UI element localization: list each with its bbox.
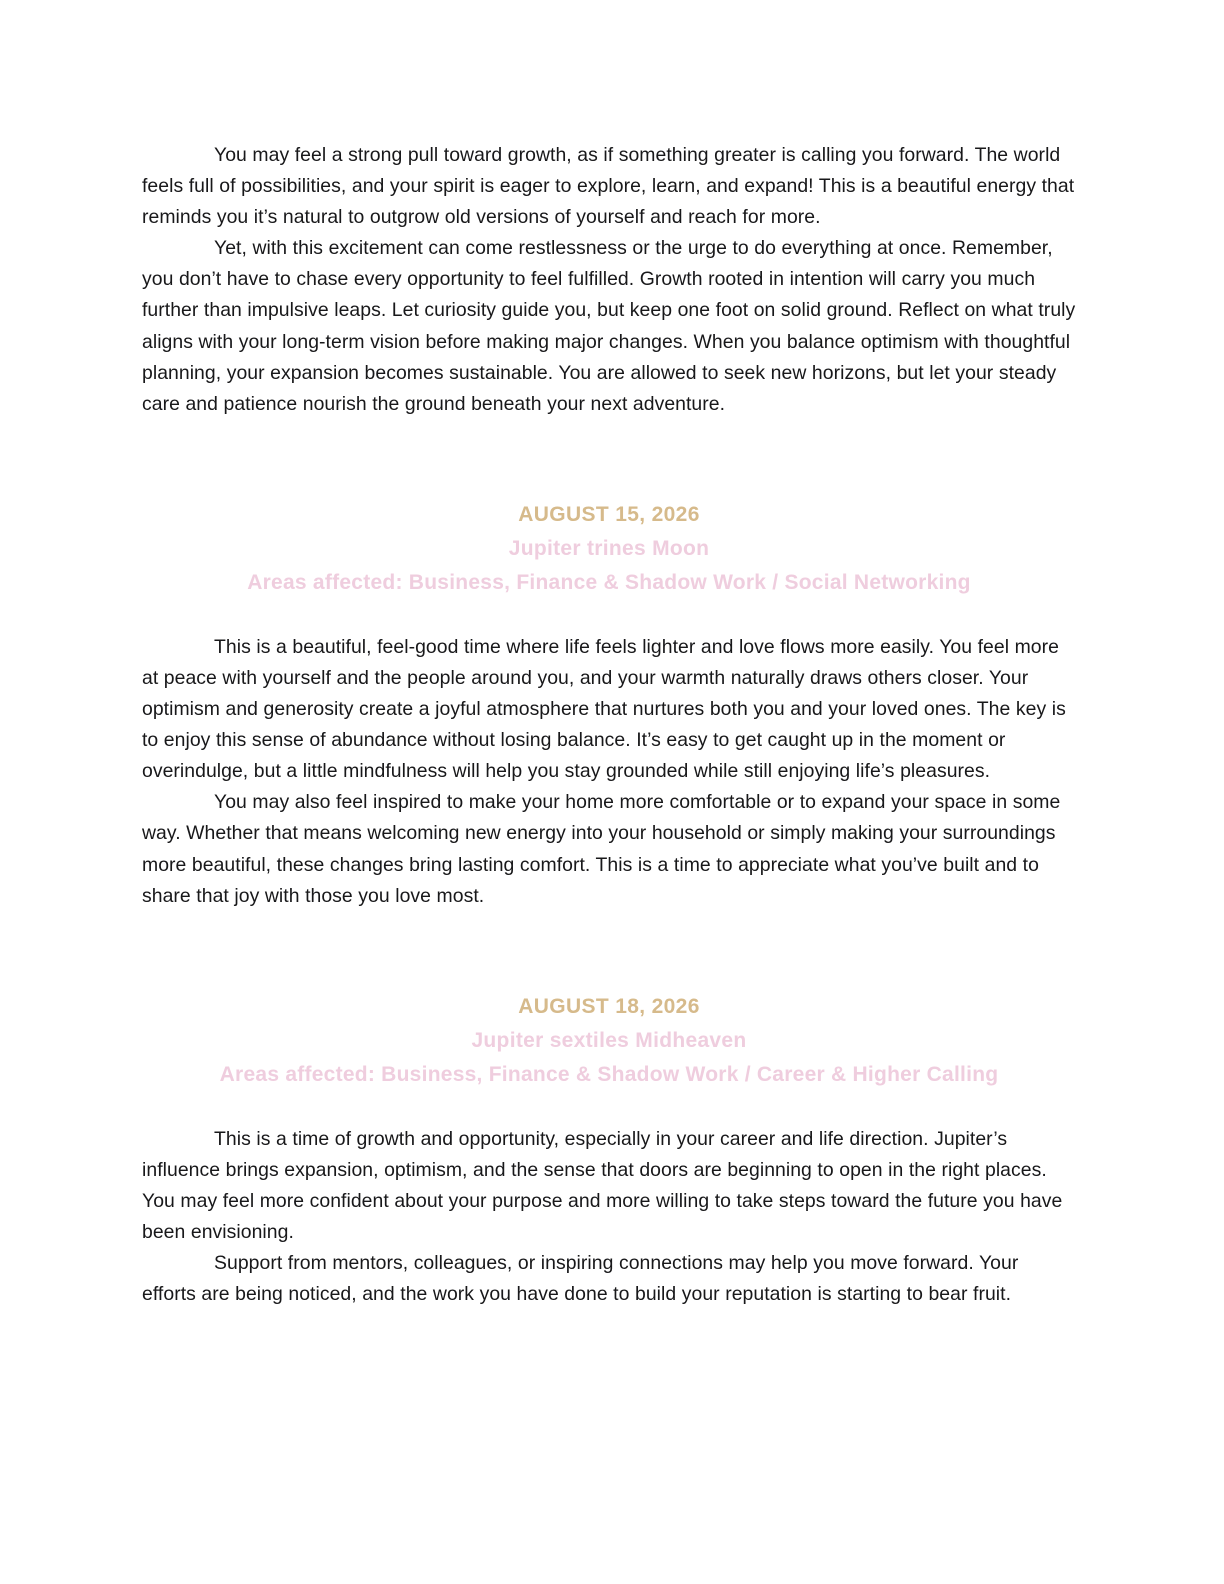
paragraph: This is a beautiful, feel-good time where life feels lighter and love flows more easily. You feel more at peace with yourself and the people around you, and your warmth naturally draws others closer. Your optimism and generosity create a joyful atmosphere that nurtures both you and your loved ones. The key is to enjoy this sense of abundance without losing balance. It’s easy to get caught up in the moment or overindulge, but a little mindfulness will help you stay grounded while still enjoying life’s pleasures. (142, 635, 1066, 783)
transit-aspect: Jupiter trines Moon (508, 536, 710, 560)
transit-areas-affected: Areas affected: Business, Finance & Shadow Work / Social Networking (247, 570, 971, 594)
section-aug-15-body (142, 632, 1076, 912)
transit-date: AUGUST 15, 2026 (518, 502, 700, 526)
spacer (142, 1092, 1076, 1124)
transit-date: AUGUST 18, 2026 (518, 994, 700, 1018)
spacer (142, 420, 1076, 498)
spacer (142, 912, 1076, 990)
section-intro (142, 140, 1076, 420)
paragraph: Support from mentors, colleagues, or inspiring connections may help you move forward. Your efforts are being noticed, and the work you have done to build your reputation is starting to bear fruit. (142, 1252, 1019, 1306)
paragraph: Yet, with this excitement can come restlessness or the urge to do everything at once. Remember, you don’t have to chase every opportunity to feel fulfilled. Growth rooted in intention will carry you much further than impulsive leaps. Let curiosity guide you, but keep one foot on solid ground. Reflect on what truly aligns with your long-term vision before making major changes. When you balance optimism with thoughtful planning, your expansion becomes sustainable. You are allowed to seek new horizons, but let your steady care and patience nourish the ground beneath your next adventure. (142, 237, 1076, 415)
paragraph: You may also feel inspired to make your home more comfortable or to expand your space in some way. Whether that means welcoming new energy into your household or simply making your surroundings more beautiful, these changes bring lasting comfort. This is a time to appreciate what you’ve built and to share that joy with those you love most. (142, 791, 1061, 907)
section-aug-18-body (142, 1124, 1076, 1311)
paragraph: You may feel a strong pull toward growth, as if something greater is calling you forward. The world feels full of possibilities, and your spirit is eager to explore, learn, and expand! This is a beautiful energy that reminds you it’s natural to outgrow old versions of yourself and reach for more. (142, 144, 1075, 229)
transit-heading-aug-15 (142, 498, 1076, 600)
paragraph: This is a time of growth and opportunity, especially in your career and life direction. Jupiter’s influence brings expansion, optimism, and the sense that doors are beginning to open in the right places. You may feel more confident about your purpose and more willing to take steps toward the future you have been envisioning. (142, 1127, 1063, 1243)
document-content (142, 140, 1076, 1310)
transit-aspect: Jupiter sextiles Midheaven (471, 1028, 747, 1052)
transit-areas-affected: Areas affected: Business, Finance & Shadow Work / Career & Higher Calling (219, 1062, 999, 1086)
transit-heading-aug-18 (142, 990, 1076, 1092)
spacer (142, 600, 1076, 632)
